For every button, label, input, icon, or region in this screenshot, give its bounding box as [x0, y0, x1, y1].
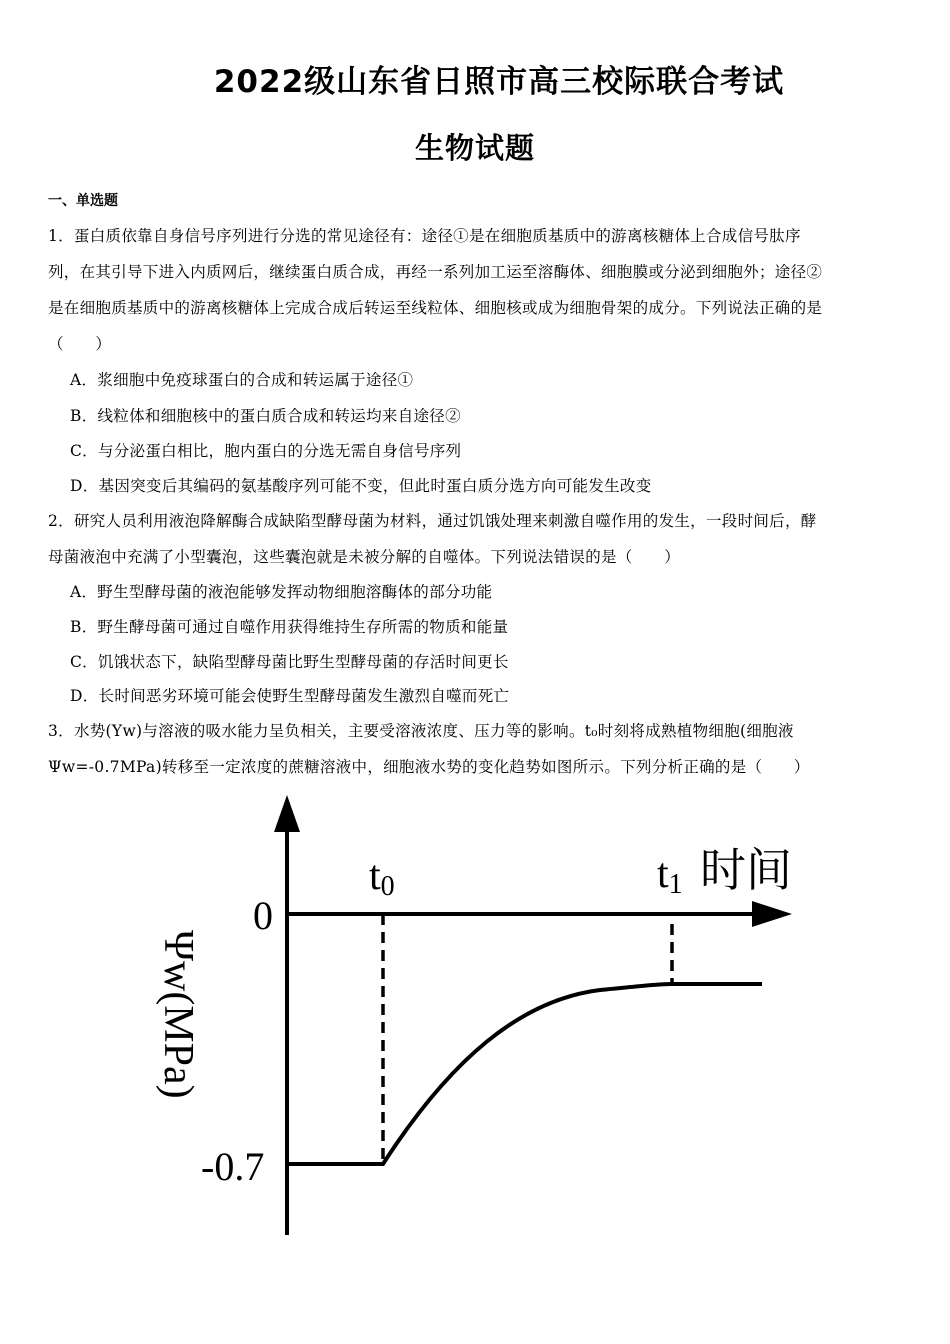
- q1-line-1: 1．蛋白质依靠自身信号序列进行分选的常见途径有：途径①是在细胞质基质中的游离核糖体上合成信号肽序: [48, 227, 801, 245]
- water-potential-curve: [287, 984, 762, 1164]
- q2-option-a: A．野生型酵母菌的液泡能够发挥动物细胞溶酶体的部分功能: [70, 583, 493, 601]
- q3-line-2: Ψw=-0.7MPa)转移至一定浓度的蔗糖溶液中，细胞液水势的变化趋势如图所示。下列分析正确的是（ ）: [48, 758, 810, 776]
- q1-option-c: C．与分泌蛋白相比，胞内蛋白的分选无需自身信号序列: [70, 442, 462, 460]
- y-axis-arrow: [274, 795, 300, 832]
- t0-subscript: 0: [380, 871, 395, 902]
- t0-letter: t: [369, 853, 381, 899]
- t1-letter: t: [657, 851, 669, 897]
- y-axis-label: Ψw(MPa): [155, 930, 201, 1099]
- t1-subscript: 1: [668, 869, 683, 900]
- water-potential-graph: [150, 790, 810, 1250]
- q1-option-d: D．基因突变后其编码的氨基酸序列可能不变，但此时蛋白质分选方向可能发生改变: [70, 477, 652, 495]
- q1-line-2: 列，在其引导下进入内质网后，继续蛋白质合成，再经一系列加工运至溶酶体、细胞膜或分泌到细胞外；途径②: [48, 263, 823, 281]
- y-tick-low: -0.7: [201, 1144, 265, 1189]
- q1-line-4: （ ）: [48, 335, 112, 353]
- q2-option-b: B．野生酵母菌可通过自噬作用获得维持生存所需的物质和能量: [70, 618, 509, 636]
- page-subtitle: 生物试题: [414, 131, 535, 165]
- q2-option-c: C．饥饿状态下，缺陷型酵母菌比野生型酵母菌的存活时间更长: [70, 653, 509, 671]
- q1-option-a: A．浆细胞中免疫球蛋白的合成和转运属于途径①: [70, 371, 414, 389]
- q2-option-d: D．长时间恶劣环境可能会使野生型酵母菌发生激烈自噬而死亡: [70, 687, 510, 705]
- page-title: 2022级山东省日照市高三校际联合考试: [213, 64, 785, 100]
- x-axis-label: 时间: [700, 843, 792, 897]
- q3-line-1: 3．水势(Yw)与溶液的吸水能力呈负相关，主要受溶液浓度、压力等的影响。t₀时刻将成熟植物细胞(细胞液: [48, 722, 794, 740]
- t0-label: [369, 853, 395, 902]
- t1-label: [657, 851, 683, 900]
- q2-line-2: 母菌液泡中充满了小型囊泡，这些囊泡就是未被分解的自噬体。下列说法错误的是（ ）: [48, 548, 681, 566]
- q1-option-b: B．线粒体和细胞核中的蛋白质合成和转运均来自途径②: [70, 407, 461, 425]
- section-label: 一、单选题: [48, 193, 118, 209]
- q2-line-1: 2．研究人员利用液泡降解酶合成缺陷型酵母菌为材料，通过饥饿处理来刺激自噬作用的发生，一段时间后，酵: [48, 512, 817, 530]
- x-axis-arrow: [752, 901, 792, 927]
- y-tick-zero: 0: [253, 893, 273, 938]
- q1-line-3: 是在细胞质基质中的游离核糖体上完成合成后转运至线粒体、细胞核或成为细胞骨架的成分。下列说法正确的是: [48, 299, 823, 317]
